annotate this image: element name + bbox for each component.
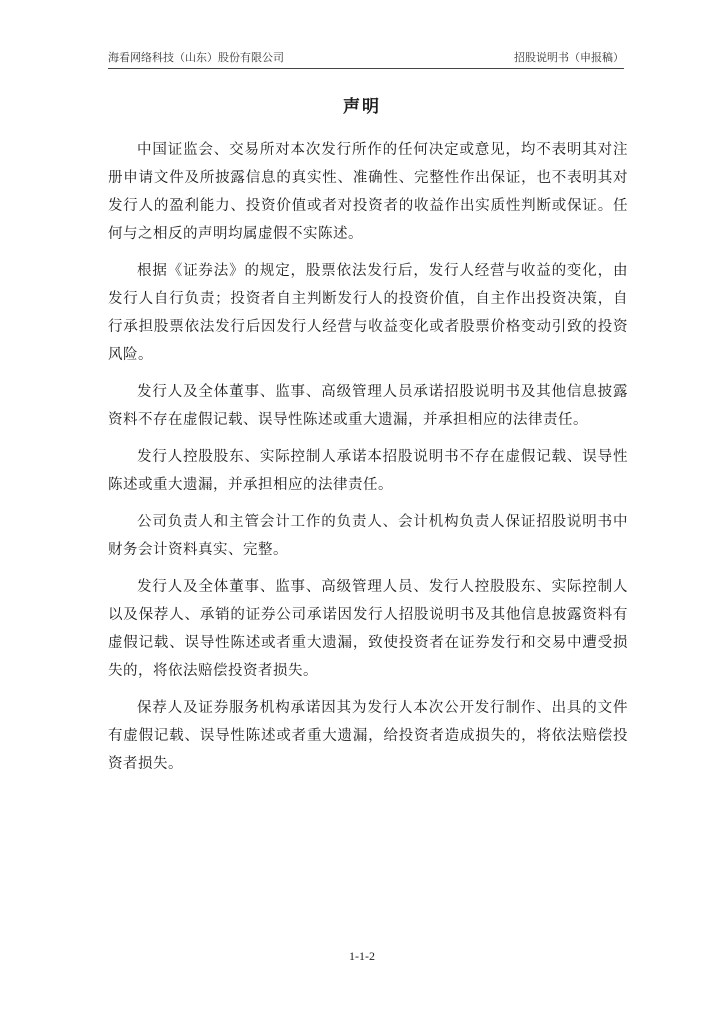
page-title: 声明 bbox=[343, 97, 381, 117]
header-divider bbox=[108, 68, 624, 69]
header-company-name: 海看网络科技（山东）股份有限公司 bbox=[108, 51, 284, 64]
page-header bbox=[108, 50, 624, 66]
page-number: 1-1-2 bbox=[349, 949, 375, 963]
paragraph-financial-guarantee: 公司负责人和主管会计工作的负责人、会计机构负责人保证招股说明书中财务会计资料真实、完整。 bbox=[108, 514, 628, 558]
paragraph-directors-commitment: 发行人及全体董事、监事、高级管理人员承诺招股说明书及其他信息披露资料不存在虚假记载、误导性陈述或重大遗漏，并承担相应的法律责任。 bbox=[108, 384, 628, 428]
document-body bbox=[108, 136, 628, 787]
paragraph-sponsor-commitment: 保荐人及证券服务机构承诺因其为发行人本次公开发行制作、出具的文件有虚假记载、误导性陈述或者重大遗漏，给投资者造成损失的，将依法赔偿投资者损失。 bbox=[108, 700, 628, 772]
header-document-title: 招股说明书（申报稿） bbox=[514, 51, 624, 64]
paragraph-compensation-commitment: 发行人及全体董事、监事、高级管理人员、发行人控股股东、实际控制人以及保荐人、承销的证券公司承诺因发行人招股说明书及其他信息披露资料有虚假记载、误导性陈述或者重大遗漏，致使投资者在证券发行和交易中遭受损失的，将依法赔偿投资者损失。 bbox=[108, 579, 628, 679]
paragraph-investment-risk: 根据《证券法》的规定，股票依法发行后，发行人经营与收益的变化，由发行人自行负责；投资者自主判断发行人的投资价值，自主作出投资决策，自行承担股票依法发行后因发行人经营与收益变化或者股票价格变动引致的投资风险。 bbox=[108, 263, 628, 363]
paragraph-controller-commitment: 发行人控股股东、实际控制人承诺本招股说明书不存在虚假记载、误导性陈述或重大遗漏，并承担相应的法律责任。 bbox=[108, 449, 628, 493]
paragraph-regulator-disclaimer: 中国证监会、交易所对本次发行所作的任何决定或意见，均不表明其对注册申请文件及所披露信息的真实性、准确性、完整性作出保证，也不表明其对发行人的盈利能力、投资价值或者对投资者的收益作出实质性判断或保证。任何与之相反的声明均属虚假不实陈述。 bbox=[108, 142, 628, 242]
